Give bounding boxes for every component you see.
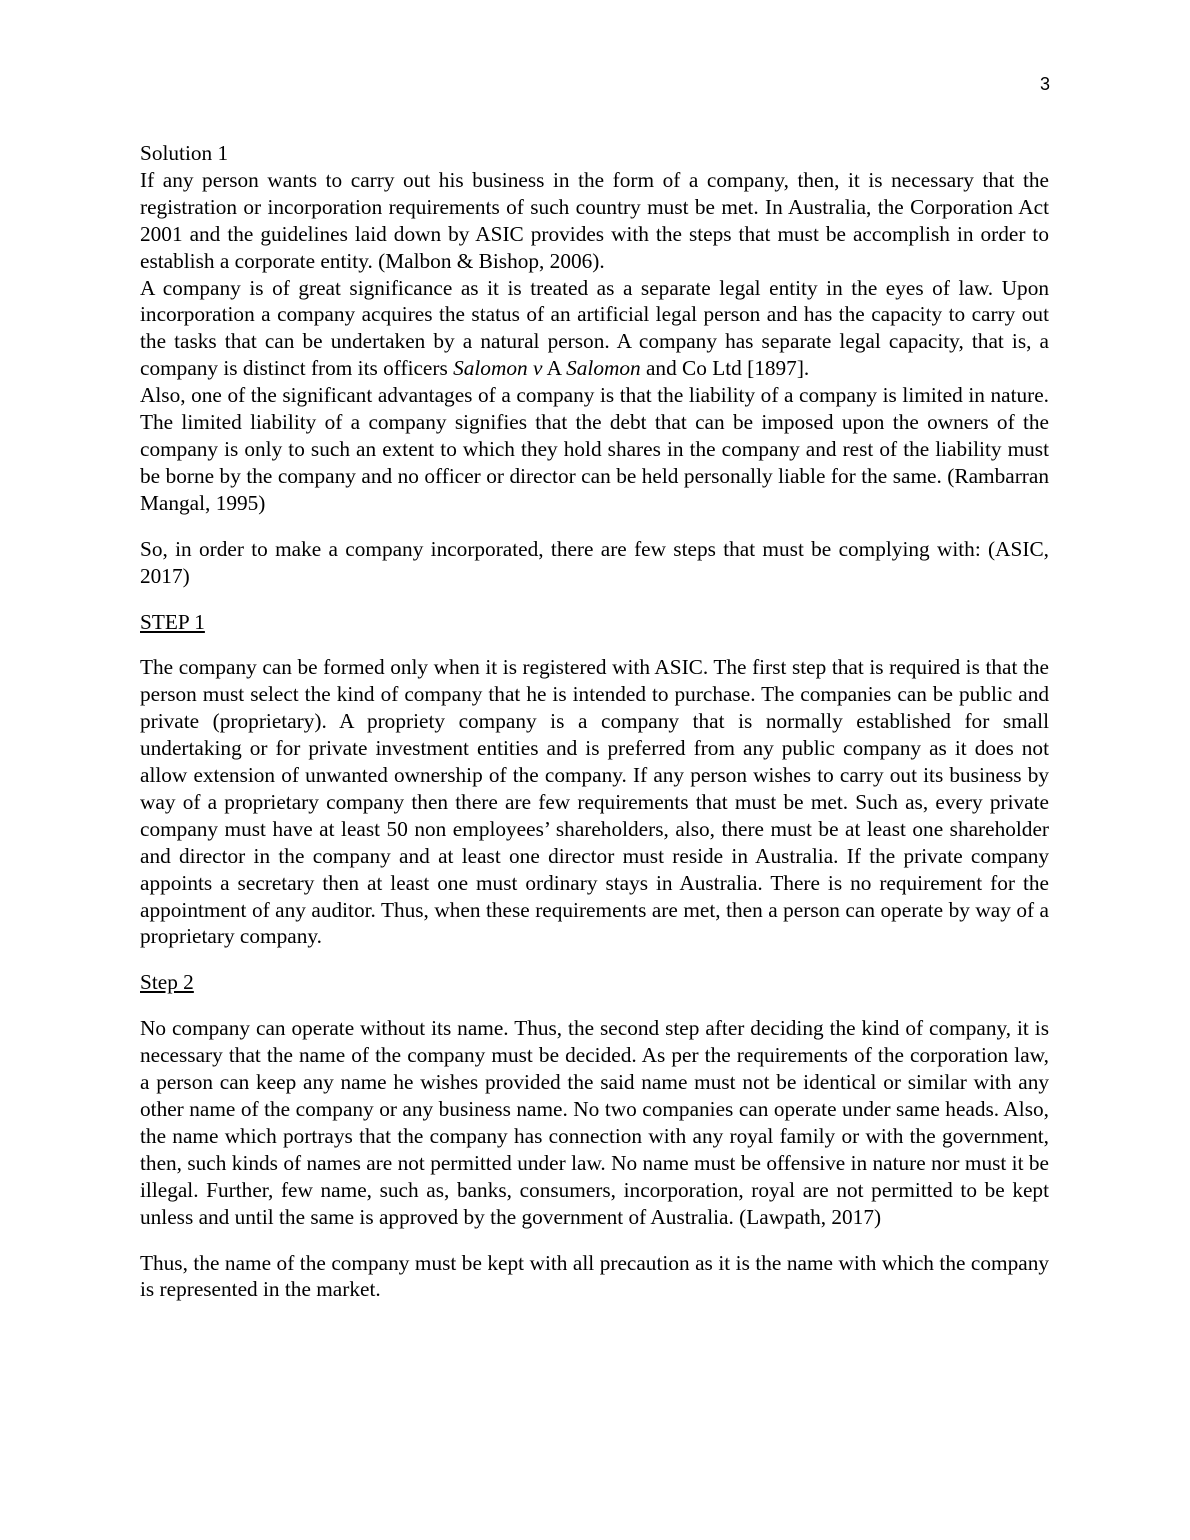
solution-title: Solution 1 bbox=[140, 141, 229, 165]
step1-heading bbox=[140, 609, 1049, 636]
intro-paragraph-2 bbox=[140, 275, 1049, 383]
step1-heading-text: STEP 1 bbox=[140, 609, 205, 634]
document-body bbox=[140, 140, 1049, 1303]
page-number: 3 bbox=[1039, 74, 1050, 94]
case-name-a: A bbox=[542, 356, 567, 381]
step2-heading bbox=[140, 969, 1049, 996]
intro-paragraph-3: Also, one of the significant advantages of a company is that the liability of a company is limited in nature. The limited liability of a company signifies that the debt that can be imposed upon the owners of the company is only to such an extent to which they hold shares in the company and rest of the liability must be borne by the company and no officer or director can be held personally liable for the same. (Rambarran Mangal, 1995) bbox=[140, 383, 1049, 515]
case-name-salomon: Salomon bbox=[566, 356, 641, 381]
intro-paragraph-2-end: and Co Ltd [1897]. bbox=[640, 356, 810, 381]
intro-paragraph-4: So, in order to make a company incorporated, there are few steps that must be complying with: (ASIC, 2017) bbox=[140, 536, 1049, 588]
intro-paragraph-2-text: A company is of great significance as it is treated as a separate legal entity in the eyes of law. Upon incorporation a company acquires the status of an artificial legal person and has the capacity to carry out the tasks that can be undertaken by a natural person. A company has separate legal capacity, that is, a company is distinct from its officers bbox=[140, 275, 1049, 381]
step1-body: The company can be formed only when it is registered with ASIC. The first step that is required is that the person must select the kind of company that he is intended to purchase. The companies can be public and private (proprietary). A propriety company is a company that is normally established for small undertaking or for private investment entities and is preferred from any public company as it does not allow extension of unwanted ownership of the company. If any person wishes to carry out its business by way of a proprietary company then there are few requirements that must be met. Such as, every private company must have at least 50 non employees’ shareholders, also, there must be at least one shareholder and director in the company and at least one director must reside in Australia. If the private company appoints a secretary then at least one must ordinary stays in Australia. There is no requirement for the appointment of any auditor. Thus, when these requirements are met, then a person can operate by way of a proprietary company. bbox=[140, 655, 1049, 949]
step2-heading-text: Step 2 bbox=[140, 970, 194, 995]
step2-body: No company can operate without its name. Thus, the second step after deciding the kind of company, it is necessary that the name of the company must be decided. As per the requirements of the corporation law, a person can keep any name he wishes provided the said name must not be identical or similar with any other name of the company or any business name. No two companies can operate under same heads. Also, the name which portrays that the company has connection with any royal family or with the government, then, such kinds of names are not permitted under law. No name must be offensive in nature nor must it be illegal. Further, few name, such as, banks, consumers, incorporation, royal are not permitted to be kept unless and until the same is approved by the government of Australia. (Lawpath, 2017) bbox=[140, 1016, 1049, 1229]
intro-paragraph-1: If any person wants to carry out his business in the form of a company, then, it is necessary that the registration or incorporation requirements of such country must be met. In Australia, the Corporation Act 2001 and the guidelines laid down by ASIC provides with the steps that must be accomplish in order to establish a corporate entity. (Malbon & Bishop, 2006). bbox=[140, 167, 1049, 273]
case-name-salomon-v: Salomon v bbox=[453, 356, 543, 381]
step2-conclusion: Thus, the name of the company must be kept with all precaution as it is the name with which the company is represented in the market. bbox=[140, 1250, 1049, 1302]
